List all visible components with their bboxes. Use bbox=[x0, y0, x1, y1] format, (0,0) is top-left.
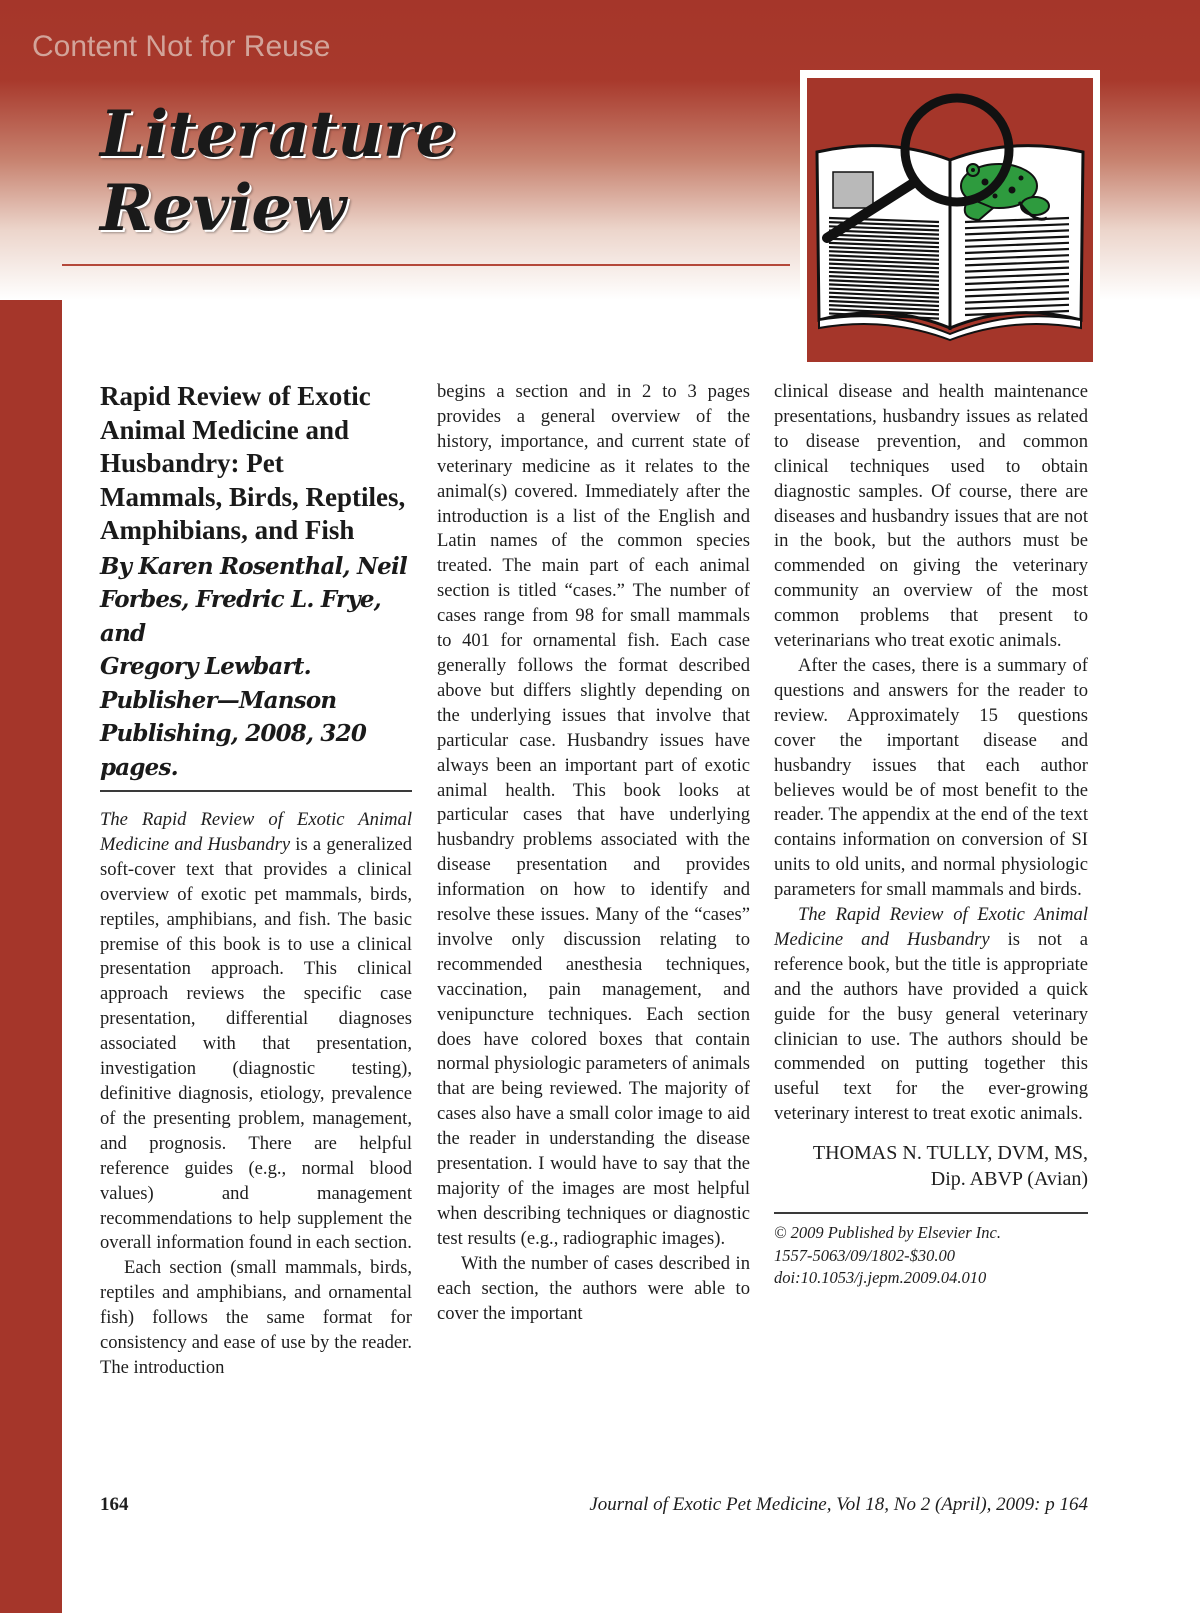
paragraph-2-continued bbox=[437, 380, 750, 1252]
paragraph-3 bbox=[437, 1252, 750, 1327]
logo-illustration bbox=[807, 78, 1093, 362]
paragraph-text: begins a section and in 2 to 3 pages provides a general overview of the history, importance, and current state of veterinary medicine as it relates to the animal(s) covered. Immediately after the introduction is a list of the English and Latin names of the common species treated. The main part of each animal section is titled “cases.” The number of cases range from 98 for small mammals to 401 for ornamental fish. Each case generally follows the format described above but differs slightly depending on the underlying issues that involve that particular case. Husbandry issues have always been an important part of exotic animal health. This book looks at particular cases that have underlying husbandry problems associated with the disease presentation and provides information on how to identify and resolve these issues. Many of the “cases” involve only discussion relating to recommended anesthesia techniques, vaccination, pain management, and venipuncture techniques. Each section does have colored boxes that contain normal physiologic parameters of animals that are being reviewed. The majority of cases also have a small color image to aid the reader in understanding the disease presentation. I would have to say that the majority of the images are most helpful when describing techniques or diagnostic test results (e.g., radiographic images). bbox=[437, 381, 750, 1249]
paragraph-2-start bbox=[100, 1256, 412, 1381]
copyright-divider bbox=[774, 1212, 1088, 1214]
watermark: Content Not for Reuse bbox=[32, 30, 331, 63]
section-title-line-1: Literature bbox=[100, 97, 456, 172]
copyright-line: 1557-5063/09/1802-$30.00 bbox=[774, 1245, 956, 1265]
paragraph-text: is a generalized soft-cover text that provides a clinical overview of exotic pet mammals, birds, reptiles, amphibians, and fish. The basic premise of this book is to use a clinical presentation approach. This clinical approach reviews the specific case presentation, differential diagnoses associated with that presentation, investigation (diagnostic testing), definitive diagnosis, etiology, prevalence of the presenting problem, management, and prognosis. There are helpful reference guides (e.g., normal blood values) and management recommendations to help supplement the overall information found in each section. bbox=[100, 833, 413, 1254]
journal-reference: Journal of Exotic Pet Medicine, Vol 18, No 2 (April), 2009: p 164 bbox=[589, 1494, 1088, 1515]
publisher-line: Publisher—Manson bbox=[100, 686, 337, 714]
page-number: 164 bbox=[100, 1494, 129, 1515]
book-title-italic: The Rapid Review of Exotic Animal Medicine and Husbandry bbox=[100, 809, 412, 855]
authors-line: By Karen Rosenthal, Neil bbox=[100, 552, 407, 580]
article-column-3 bbox=[774, 380, 1088, 1290]
paragraph-1 bbox=[100, 808, 412, 1256]
authors-line: Forbes, Fredric L. Frye, and bbox=[100, 586, 381, 647]
book-byline bbox=[100, 550, 412, 785]
copyright-block bbox=[774, 1222, 1088, 1290]
reviewer-signature bbox=[774, 1140, 1088, 1192]
paragraph-4 bbox=[774, 654, 1088, 903]
authors-line: Gregory Lewbart. bbox=[100, 653, 311, 680]
publisher-line: Publishing, 2008, 320 bbox=[100, 720, 367, 747]
article-column-2 bbox=[437, 380, 750, 1326]
paragraph-5 bbox=[774, 903, 1088, 1127]
byline-divider bbox=[100, 790, 412, 792]
article-column-1 bbox=[100, 380, 412, 1381]
header-divider bbox=[62, 264, 790, 266]
copyright-line: doi:10.1053/j.jepm.2009.04.010 bbox=[774, 1268, 987, 1288]
paragraph-text: Each section (small mammals, birds, reptiles and amphibians, and ornamental fish) follows the same format for consistency and ease of use by the reader. The introduction bbox=[100, 1257, 412, 1378]
section-title bbox=[100, 98, 455, 246]
paragraph-text: With the number of cases described in each section, the authors were able to cover the important bbox=[437, 1252, 750, 1324]
paragraph-text: is not a reference book, but the title is appropriate and the authors have provided a quick guide for the busy general veterinary clinician to use. The authors should be commended on putting together this useful text for the ever-growing veterinary interest to treat exotic animals. bbox=[774, 928, 1088, 1125]
book-title: Rapid Review of Exotic Animal Medicine and Husbandry: Pet Mammals, Birds, Reptiles, Amphibians, and Fish bbox=[100, 381, 406, 545]
paragraph-text: After the cases, there is a summary of questions and answers for the reader to review. Approximately 15 questions cover the important disease and husbandry issues that each author believes would be of most benefit to the reader. The appendix at the end of the text contains information on conversion of SI units to old units, and normal physiologic parameters for small mammals and birds. bbox=[774, 654, 1088, 901]
book-title-italic: The Rapid Review of Exotic Animal Medicine and Husbandry bbox=[774, 904, 1088, 950]
signature-line: Dip. ABVP (Avian) bbox=[930, 1168, 1088, 1191]
signature-line: THOMAS N. TULLY, DVM, MS, bbox=[812, 1142, 1088, 1165]
publisher-line: pages. bbox=[100, 753, 178, 781]
copyright-line: © 2009 Published by Elsevier Inc. bbox=[774, 1223, 1001, 1243]
section-title-line-2: Review bbox=[100, 171, 346, 246]
paragraph-text: clinical disease and health maintenance presentations, husbandry issues as related to disease prevention, and common clinical techniques used to obtain diagnostic samples. Of course, there are diseases and husbandry issues that are not in the book, but the authors must be commended on giving the veterinary community an overview of the most common problems that present to veterinarians who treat exotic animals. bbox=[774, 381, 1088, 652]
book-with-magnifier-and-frog-icon bbox=[807, 78, 1093, 362]
paragraph-3-continued bbox=[774, 380, 1088, 654]
